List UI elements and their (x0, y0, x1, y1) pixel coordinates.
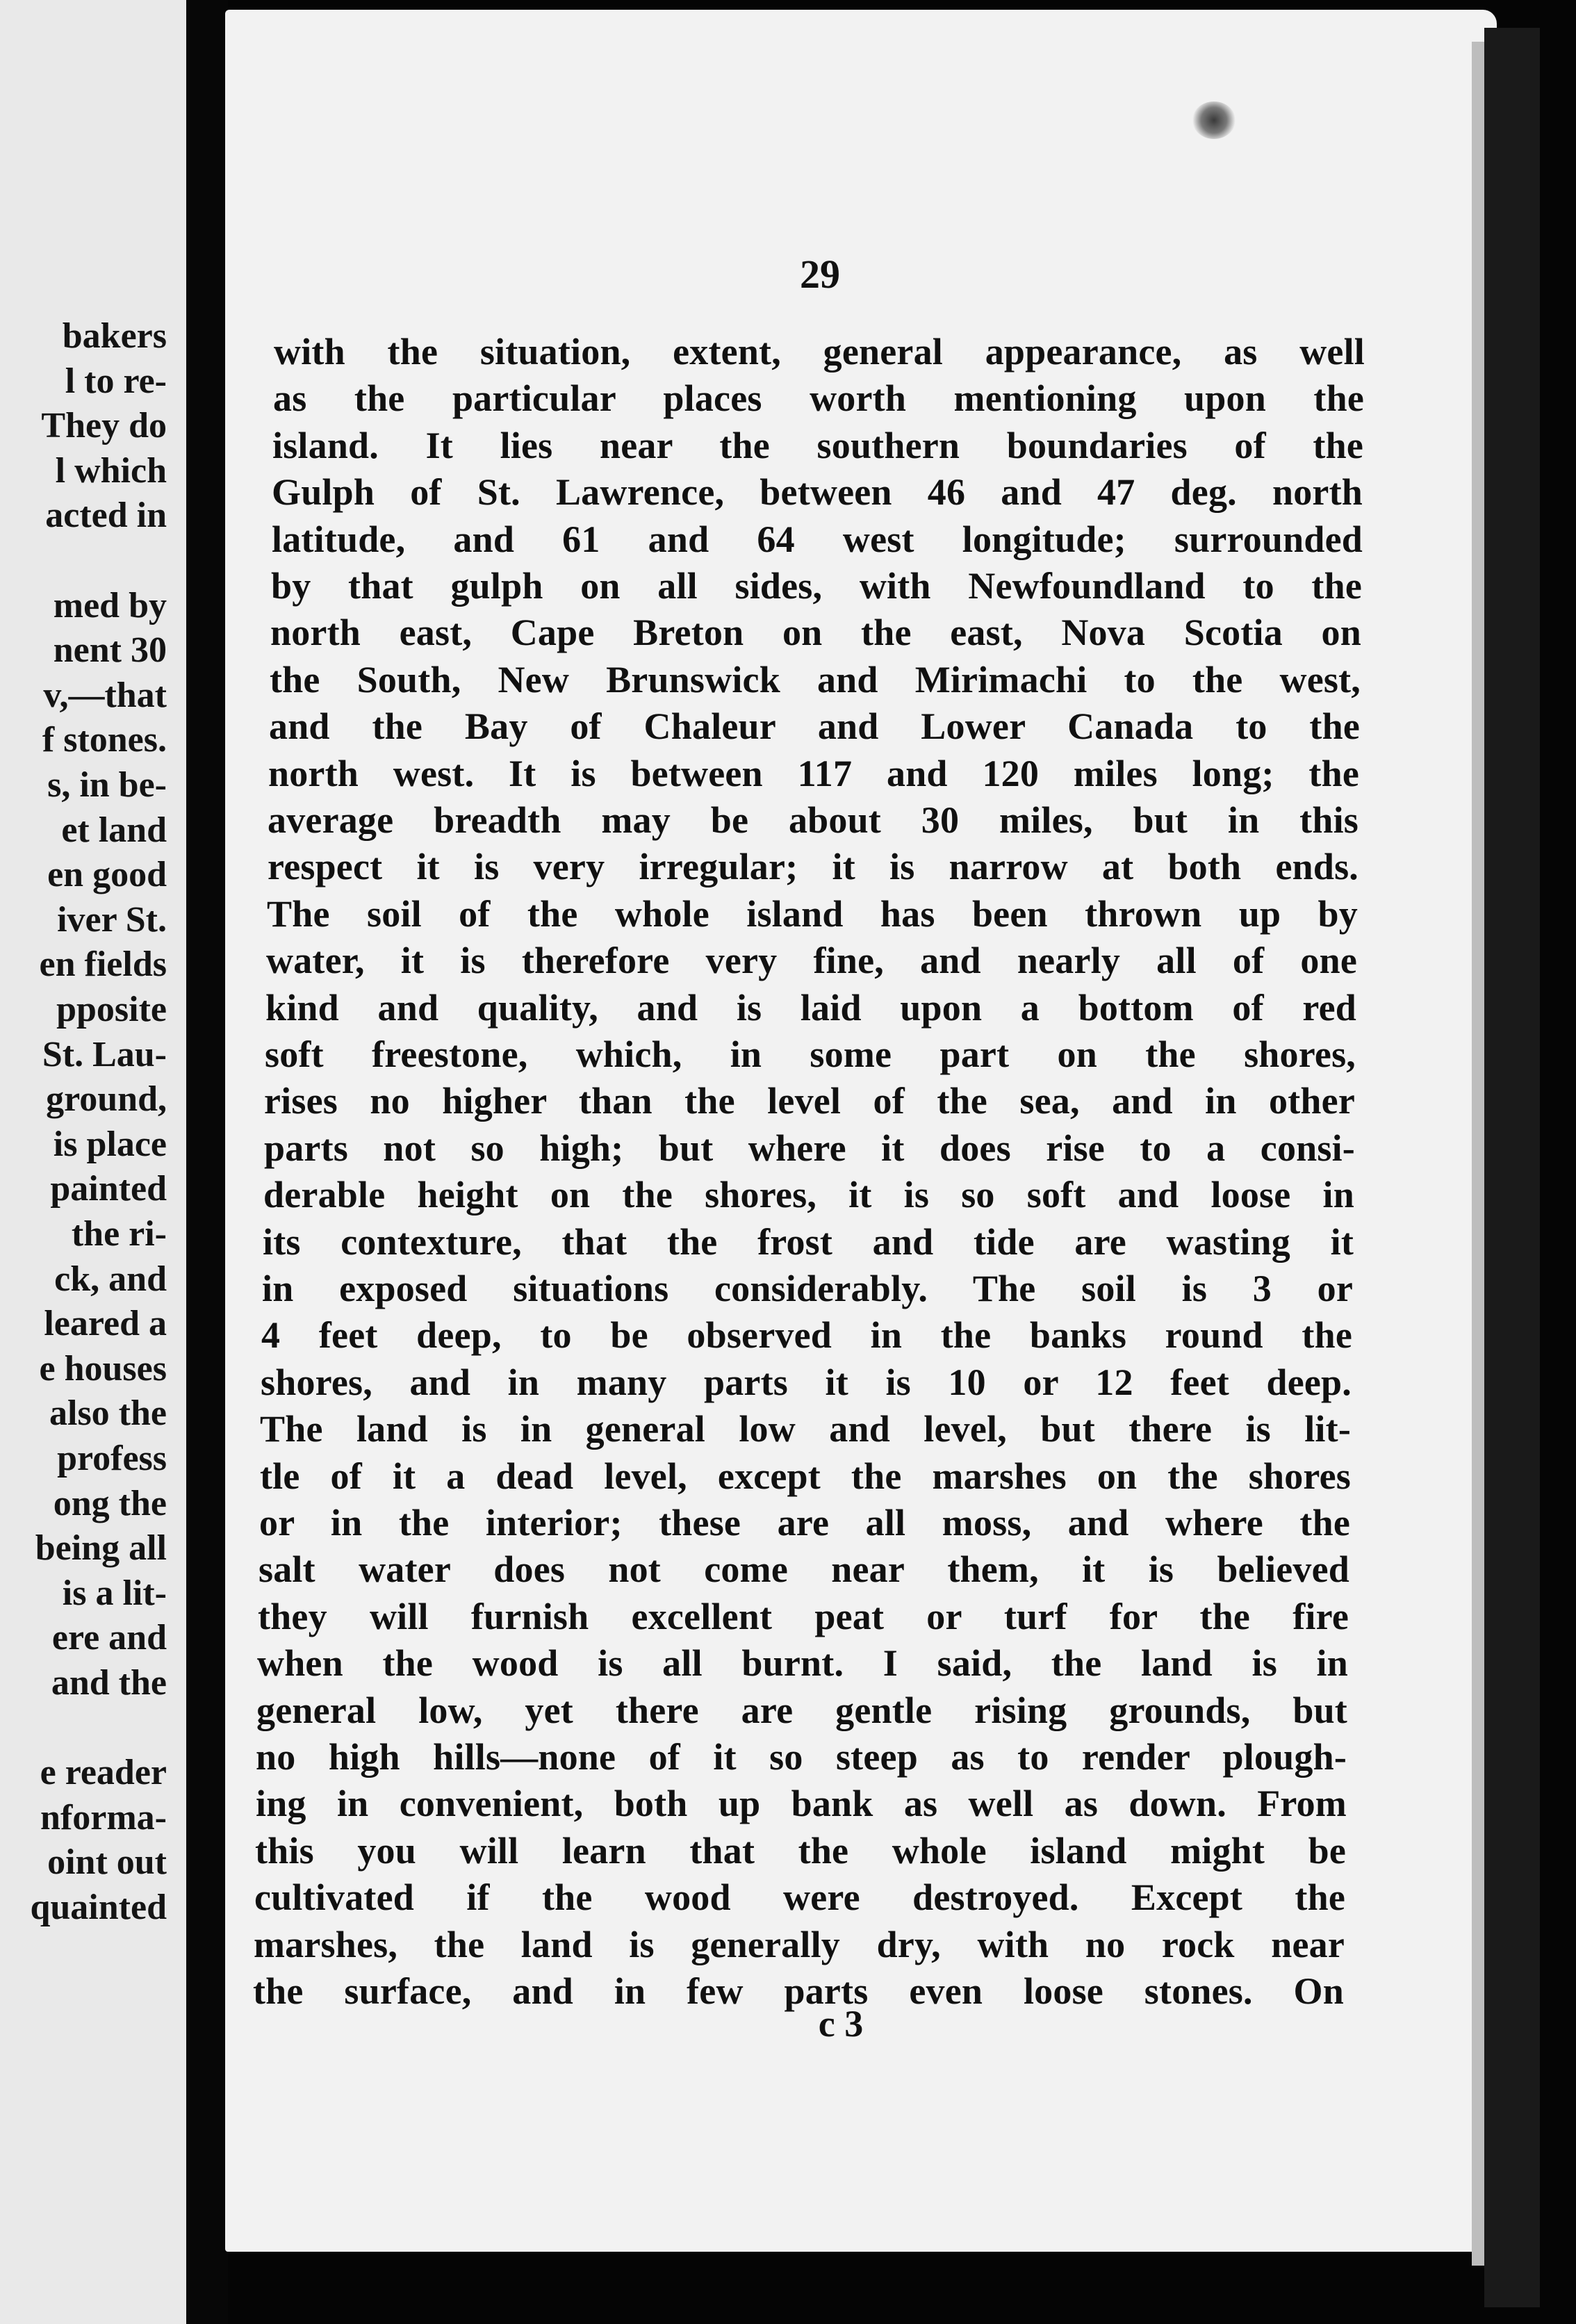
text-line: water, it is therefore very fine, and nearly all of one (266, 940, 1357, 982)
text-line: salt water does not come near them, it is believed (258, 1548, 1349, 1591)
previous-page-line: l which (55, 450, 167, 491)
previous-page-line: also the (49, 1393, 167, 1434)
previous-page-line: acted in (45, 496, 167, 536)
previous-page-line: en fields (39, 944, 167, 985)
text-line: The land is in general low and level, but there is lit- (260, 1408, 1351, 1450)
text-line: average breadth may be about 30 miles, but in this (268, 799, 1359, 841)
previous-page-line: en good (47, 855, 167, 895)
previous-page-line: the ri- (71, 1214, 167, 1254)
previous-page-line: e houses (39, 1348, 167, 1389)
previous-page-line: pposite (56, 990, 167, 1029)
previous-page-line: They do (41, 406, 167, 446)
page-number: 29 (800, 252, 840, 297)
printer-signature-mark: c 3 (818, 2003, 864, 2045)
text-line: ing in convenient, both up bank as well as down. From (256, 1783, 1347, 1825)
text-line: respect it is very irregular; it is narrow at both ends. (268, 846, 1359, 888)
text-line: kind and quality, and is laid upon a bottom of red (265, 986, 1356, 1029)
text-line: north west. It is between 117 and 120 miles long; the (268, 752, 1359, 794)
previous-page-line: quainted (30, 1888, 167, 1927)
previous-page-line: bakers (62, 316, 167, 356)
text-line: island. It lies near the southern boundaries of the (272, 424, 1363, 466)
previous-page-line: l to re- (65, 361, 167, 401)
text-line: soft freestone, which, in some part on the shores, (265, 1033, 1356, 1075)
book-gutter (186, 0, 228, 2324)
previous-page-line: profess (57, 1439, 167, 1478)
text-line: parts not so high; but where it does rise to a consi- (264, 1127, 1355, 1169)
text-line: north east, Cape Breton on the east, Nova Scotia on (270, 612, 1361, 654)
page-fore-edge (1484, 28, 1540, 2307)
ink-blot (1192, 101, 1236, 139)
previous-page-line: ere and (51, 1618, 167, 1658)
text-line: when the wood is all burnt. I said, the land is in (257, 1642, 1348, 1685)
text-line: with the situation, extent, general appearance, as well (274, 331, 1365, 373)
text-line: cultivated if the wood were destroyed. Except the (254, 1876, 1345, 1919)
previous-page-line: painted (50, 1169, 167, 1209)
previous-page-line: nforma- (40, 1797, 167, 1838)
previous-page-line: oint out (47, 1842, 167, 1883)
text-line: shores, and in many parts it is 10 or 12 feet deep. (261, 1361, 1352, 1403)
text-line: rises no higher than the level of the sea, and in other (264, 1080, 1355, 1122)
previous-page-line: is place (53, 1124, 167, 1164)
previous-page-line: leared a (44, 1304, 167, 1344)
text-line: or in the interior; these are all moss, and where the (259, 1502, 1350, 1544)
previous-page-line: iver St. (57, 899, 167, 940)
text-line: the surface, and in few parts even loose stones. On (253, 1970, 1344, 2012)
text-line: latitude, and 61 and 64 west longitude; surrounded (272, 518, 1363, 560)
text-line: they will furnish excellent peat or turf for the fire (258, 1595, 1349, 1637)
previous-page-line: ck, and (54, 1259, 167, 1299)
text-line: tle of it a dead level, except the marshes on the shores (260, 1455, 1351, 1497)
text-line: general low, yet there are gentle rising grounds, but (256, 1689, 1347, 1731)
text-line: derable height on the shores, it is so soft and loose in (263, 1174, 1354, 1216)
previous-page-line: being all (35, 1528, 167, 1569)
previous-page-line: and the (51, 1663, 167, 1703)
previous-page-fragment (0, 0, 186, 2324)
previous-page-line: v,—that (43, 675, 167, 715)
text-line: marshes, the land is generally dry, with no rock near (254, 1923, 1345, 1965)
previous-page-line: is a lit- (62, 1573, 167, 1613)
text-line: and the Bay of Chaleur and Lower Canada to the (269, 705, 1360, 748)
text-line: no high hills—none of it so steep as to render plough- (256, 1736, 1347, 1778)
previous-page-line: f stones. (42, 720, 167, 760)
text-line: Gulph of St. Lawrence, between 46 and 47 deg. north (272, 471, 1363, 514)
text-line: The soil of the whole island has been thrown up by (267, 892, 1358, 935)
text-line: by that gulph on all sides, with Newfoundland to the (271, 565, 1362, 607)
previous-page-line: ong the (53, 1483, 167, 1523)
previous-page-line: et land (61, 810, 167, 850)
previous-page-line: ground, (46, 1079, 167, 1120)
text-line: its contexture, that the frost and tide are wasting it (263, 1220, 1354, 1263)
text-line: the South, New Brunswick and Mirimachi to the west, (270, 658, 1361, 701)
previous-page-line: med by (53, 585, 167, 625)
previous-page-line: nent 30 (53, 630, 167, 671)
text-line: 4 feet deep, to be observed in the banks round the (261, 1314, 1352, 1357)
previous-page-line: St. Lau- (42, 1034, 167, 1074)
text-line: as the particular places worth mentioning upon the (273, 377, 1364, 420)
text-line: in exposed situations considerably. The soil is 3 or (262, 1268, 1353, 1309)
previous-page-line: e reader (40, 1753, 167, 1793)
text-line: this you will learn that the whole island might be (255, 1829, 1346, 1872)
previous-page-line: s, in be- (47, 765, 167, 805)
